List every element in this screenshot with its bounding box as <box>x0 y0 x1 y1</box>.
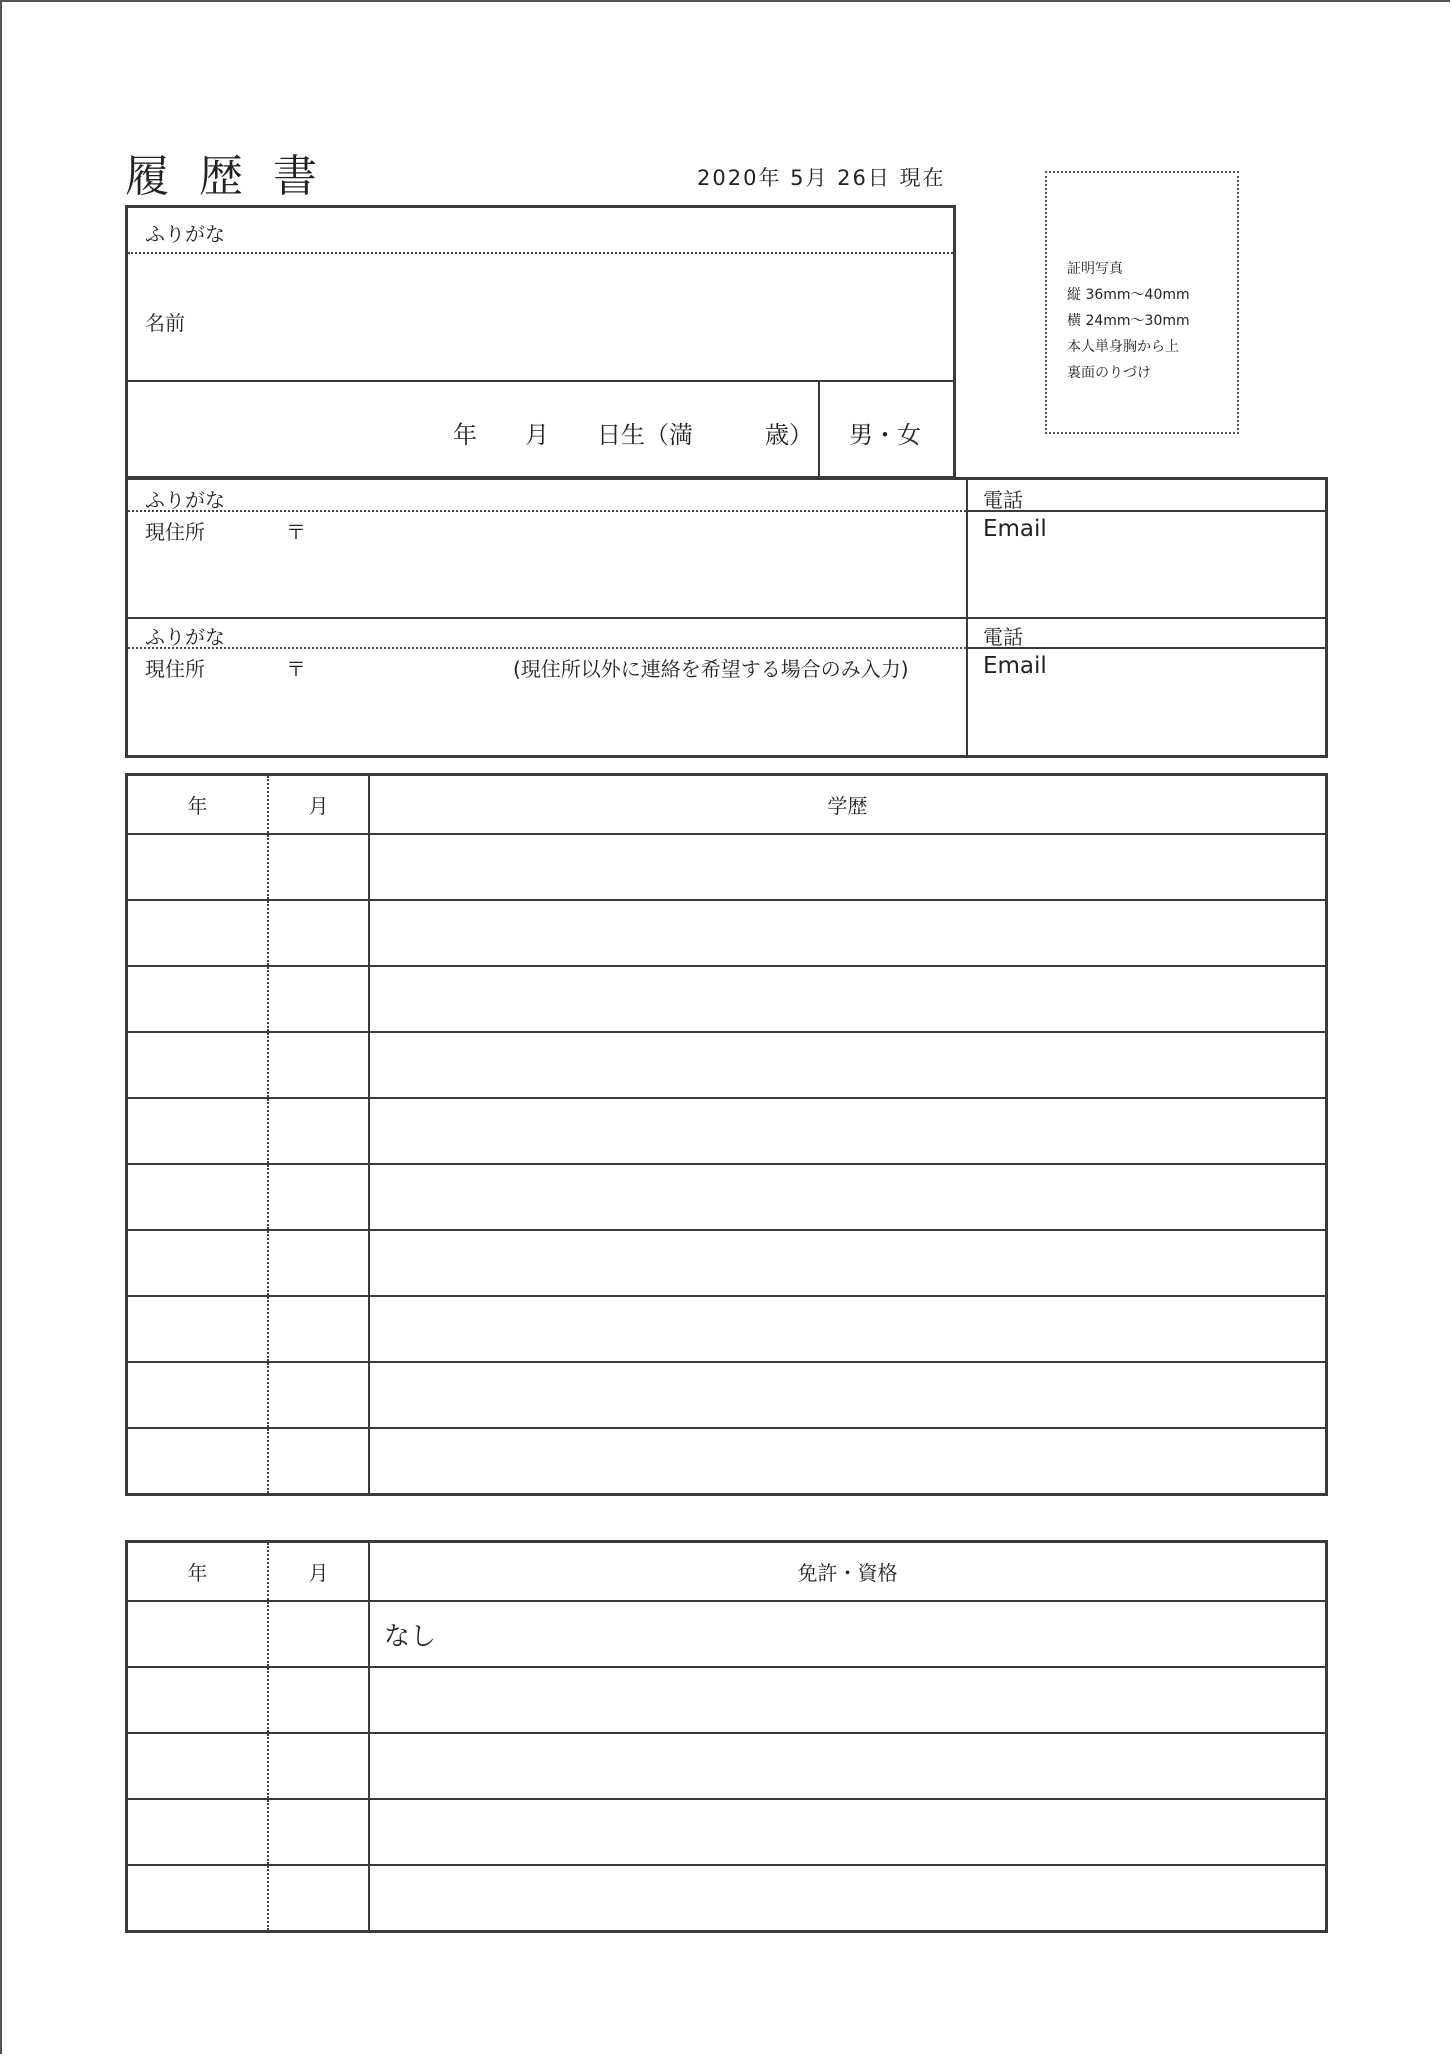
year-header: 年 <box>128 776 269 833</box>
month-cell[interactable] <box>269 1734 370 1798</box>
table-row <box>128 1600 1325 1666</box>
postal-mark: 〒 <box>286 520 306 544</box>
content-cell[interactable] <box>370 1668 1325 1732</box>
contact-postal-mark: 〒 <box>286 657 306 681</box>
email-input[interactable] <box>1040 512 1320 612</box>
photo-note: 裏面のりづけ <box>1067 365 1151 381</box>
year-cell[interactable] <box>128 1165 269 1229</box>
year-cell[interactable] <box>128 1602 269 1666</box>
month-header: 月 <box>269 1543 370 1600</box>
page-title: 履歴書 <box>125 151 347 202</box>
table-row <box>128 1864 1325 1930</box>
month-cell[interactable] <box>269 1165 370 1229</box>
month-cell[interactable] <box>269 901 370 965</box>
contact-note: (現住所以外に連絡を希望する場合のみ入力) <box>513 657 909 681</box>
year-cell[interactable] <box>128 835 269 899</box>
content-cell[interactable] <box>370 1099 1325 1163</box>
address-input[interactable] <box>310 512 950 612</box>
table-row <box>128 1798 1325 1864</box>
name-input-area[interactable] <box>128 252 953 377</box>
month-cell[interactable] <box>269 1866 370 1930</box>
year-cell[interactable] <box>128 1800 269 1864</box>
licenses-table <box>125 1540 1328 1933</box>
table-row <box>128 965 1325 1031</box>
content-cell[interactable] <box>370 1231 1325 1295</box>
month-cell[interactable] <box>269 1668 370 1732</box>
table-header-row <box>128 776 1325 833</box>
year-cell[interactable] <box>128 1033 269 1097</box>
gender-label: 男・女 <box>849 421 921 449</box>
photo-note: 縦 36mm〜40mm <box>1067 287 1190 303</box>
month-cell[interactable] <box>269 1800 370 1864</box>
content-cell[interactable] <box>370 1866 1325 1930</box>
content-cell[interactable] <box>370 1165 1325 1229</box>
content-cell[interactable] <box>370 1800 1325 1864</box>
content-cell[interactable]: なし <box>384 1621 437 1652</box>
month-cell[interactable] <box>269 1429 370 1493</box>
year-cell[interactable] <box>128 1363 269 1427</box>
table-row <box>128 1427 1325 1493</box>
content-cell[interactable] <box>370 967 1325 1031</box>
year-cell[interactable] <box>128 1231 269 1295</box>
contact-email-label: Email <box>983 653 1047 679</box>
month-cell[interactable] <box>269 1033 370 1097</box>
month-cell[interactable] <box>269 1602 370 1666</box>
month-cell[interactable] <box>269 1231 370 1295</box>
year-cell[interactable] <box>128 967 269 1031</box>
address-furigana-label: ふりがな <box>145 488 225 512</box>
contact-email-input[interactable] <box>1040 650 1320 754</box>
contact-phone-label: 電話 <box>983 625 1023 649</box>
address-label: 現住所 <box>145 520 205 544</box>
table-row <box>128 1295 1325 1361</box>
phone-label: 電話 <box>983 488 1023 512</box>
month-cell[interactable] <box>269 967 370 1031</box>
licenses-header: 免許・資格 <box>797 1561 898 1585</box>
contact-furigana-label: ふりがな <box>145 625 225 649</box>
year-cell[interactable] <box>128 1668 269 1732</box>
email-label: Email <box>983 516 1047 542</box>
birthdate-label: 年 月 日生（満 歳） <box>453 421 813 449</box>
month-cell[interactable] <box>269 1363 370 1427</box>
table-header-row <box>128 1543 1325 1600</box>
table-row <box>128 899 1325 965</box>
content-cell[interactable] <box>370 1734 1325 1798</box>
photo-note: 証明写真 <box>1067 261 1123 277</box>
photo-note: 横 24mm〜30mm <box>1067 313 1190 329</box>
content-cell[interactable] <box>370 835 1325 899</box>
month-cell[interactable] <box>269 1297 370 1361</box>
content-cell[interactable] <box>370 1033 1325 1097</box>
photo-note: 本人単身胸から上 <box>1067 339 1179 355</box>
table-row <box>128 1229 1325 1295</box>
content-cell[interactable] <box>370 1429 1325 1493</box>
table-row <box>128 1361 1325 1427</box>
name-furigana-label: ふりがな <box>145 222 225 246</box>
content-cell[interactable] <box>370 1363 1325 1427</box>
table-row <box>128 833 1325 899</box>
year-cell[interactable] <box>128 1429 269 1493</box>
contact-address-input[interactable] <box>310 650 950 754</box>
name-label: 名前 <box>145 311 185 335</box>
table-row <box>128 1031 1325 1097</box>
year-cell[interactable] <box>128 1297 269 1361</box>
content-cell[interactable] <box>370 1297 1325 1361</box>
content-cell[interactable] <box>370 901 1325 965</box>
education-table <box>125 773 1328 1496</box>
year-cell[interactable] <box>128 1099 269 1163</box>
education-header: 学歴 <box>827 794 868 818</box>
table-row <box>128 1163 1325 1229</box>
as-of-date: 2020年 5月 26日 現在 <box>697 166 946 190</box>
year-cell[interactable] <box>128 1734 269 1798</box>
table-row <box>128 1732 1325 1798</box>
year-cell[interactable] <box>128 901 269 965</box>
year-cell[interactable] <box>128 1866 269 1930</box>
contact-phone-input[interactable] <box>1040 618 1320 646</box>
phone-input[interactable] <box>1040 481 1320 509</box>
table-row <box>128 1666 1325 1732</box>
month-cell[interactable] <box>269 1099 370 1163</box>
photo-placeholder[interactable] <box>1045 171 1239 434</box>
table-row <box>128 1097 1325 1163</box>
month-cell[interactable] <box>269 835 370 899</box>
year-header: 年 <box>128 1543 269 1600</box>
contact-address-label: 現住所 <box>145 657 205 681</box>
month-header: 月 <box>269 776 370 833</box>
